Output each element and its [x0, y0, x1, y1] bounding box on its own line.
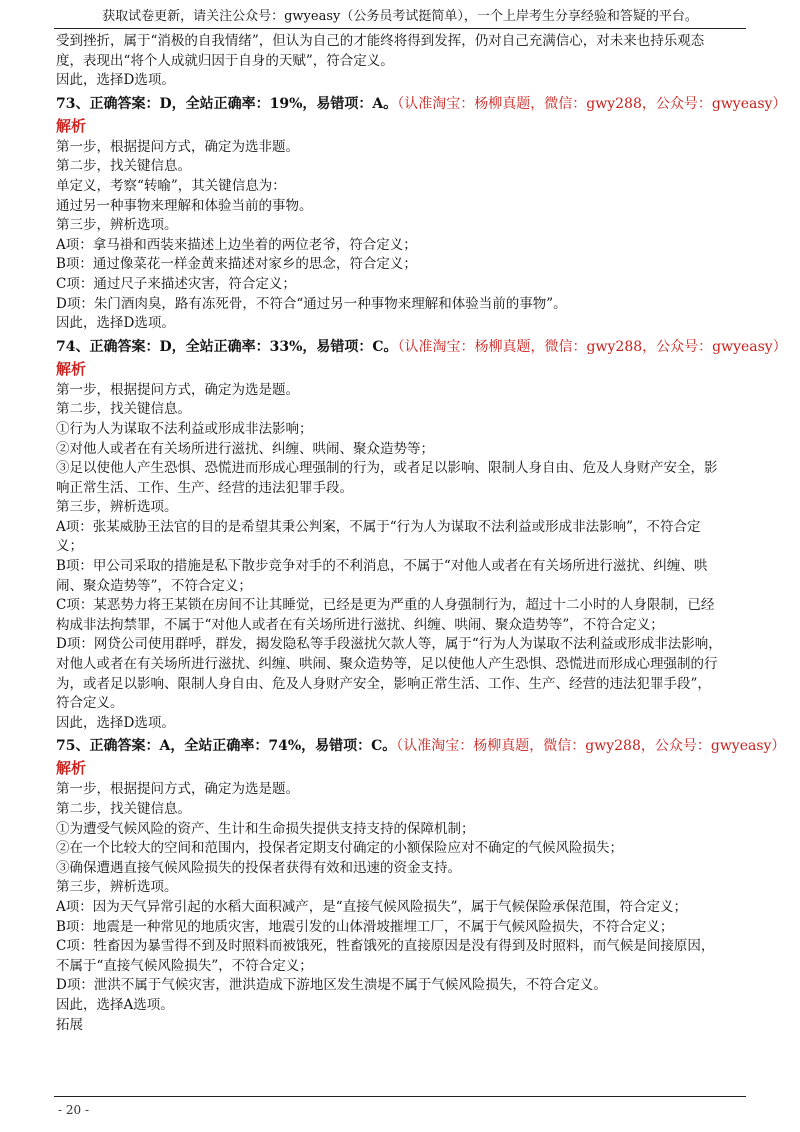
text-line: 对他人或者在有关场所进行滋扰、纠缠、哄闹、聚众造势等，足以使他人产生恐惧、恐慌进而形成心理强制的行 [56, 656, 718, 673]
text-line: B项：地震是一种常见的地质灾害，地震引发的山体滑坡摧埋工厂，不属于气候风险损失，不符合定义； [56, 918, 674, 935]
text-line: D项：网贷公司使用群呼，群发，揭发隐私等手段滋扰欠款人等，属于“行为人为谋取不法利益或形成非法影响， [56, 636, 722, 653]
text-line: A项：张某威胁王法官的目的是希望其秉公判案，不属于“行为人为谋取不法利益或形成非法影响”，不符合定 [56, 518, 701, 535]
text-line: 因此，选择D选项。 [56, 714, 175, 731]
text-line: 第一步，根据提问方式，确定为选非题。 [56, 138, 299, 155]
text-line: 因此，选择A选项。 [56, 996, 174, 1013]
text-line: ③确保遭遇直接气候风险损失的投保者获得有效和迅速的资金支持。 [56, 859, 461, 876]
question-answer-heading [56, 93, 787, 115]
text-line: A项：拿马褂和西装来描述上边坐着的两位老爷，符合定义； [56, 236, 417, 253]
text-line: ③足以使他人产生恐惧、恐慌进而形成心理强制的行为，或者足以影响、限制人身自由、危及人身财产安全，影 [56, 460, 718, 477]
text-line: 第一步，根据提问方式，确定为选是题。 [56, 381, 299, 398]
text-line: D项：朱门酒肉臭，路有冻死骨，不符合“通过另一种事物来理解和体验当前的事物”。 [56, 295, 567, 312]
page-header: 获取试卷更新，请关注公众号：gwyeasy（公务员考试挺简单），一个上岸考生分享经验和答疑的平台。 [54, 6, 746, 29]
answer-summary: 75、正确答案：A，全站正确率：74%，易错项：C。 [56, 738, 397, 755]
text-line: 第一步，根据提问方式，确定为选是题。 [56, 781, 299, 798]
text-line: C项：牲畜因为暴雪得不到及时照料而被饿死，牲畜饿死的直接原因是没有得到及时照料，而气候是间接原因， [56, 938, 715, 955]
text-line: 第二步，找关键信息。 [56, 401, 191, 418]
text-line: ②在一个比较大的空间和范围内，投保者定期支付确定的小额保险应对不确定的气候风险损失； [56, 840, 623, 857]
text-line: 因此，选择D选项。 [56, 315, 175, 332]
text-line: 单定义，考察“转喻”，其关键信息为： [56, 177, 286, 194]
analysis-label: 解析 [56, 359, 87, 378]
text-line: ①为遭受气候风险的资产、生计和生命损失提供支持支持的保障机制； [56, 820, 475, 837]
text-line: ②对他人或者在有关场所进行滋扰、纠缠、哄闹、聚众造势等； [56, 440, 434, 457]
text-line: A项：因为天气异常引起的水稻大面积减产，是“直接气候风险损失”，属于气候保险承保范围，符合定义； [56, 898, 688, 915]
text-line: 第三步，辨析选项。 [56, 217, 178, 234]
text-line: 响正常生活、工作、生产、经营的违法犯罪手段。 [56, 479, 353, 496]
page-number: - 20 - [58, 1103, 90, 1117]
document-body [56, 32, 787, 1035]
text-line: 第三步，辨析选项。 [56, 499, 178, 516]
source-note: （认准淘宝：杨柳真题，微信：gwy288，公众号：gwyeasy） [397, 338, 787, 355]
text-line: 构成非法拘禁罪，不属于“对他人或者在有关场所进行滋扰、纠缠、哄闹、聚众造势等”，不符合定义； [56, 616, 664, 633]
text-line: D项：泄洪不属于气候灾害，泄洪造成下游地区发生溃堤不属于气候风险损失，不符合定义。 [56, 977, 607, 994]
text-line: 义； [56, 538, 83, 555]
text-line: 受到挫折，属于“消极的自我情绪”，但认为自己的才能终将得到发挥，仍对自己充满信心，对未来也持乐观态 [56, 33, 705, 49]
source-note: （认准淘宝：杨柳真题，微信：gwy288，公众号：gwyeasy） [397, 95, 787, 112]
text-line: C项：某恶势力将王某锁在房间不让其睡觉，已经是更为严重的人身强制行为，超过十二小时的人身限制，已经 [56, 597, 715, 614]
text-line: C项：通过尺子来描述灾害，符合定义； [56, 275, 296, 292]
text-line: 不属于“直接气候风险损失”，不符合定义； [56, 957, 313, 974]
text-line: 度，表现出“将个人成就归因于自身的天赋”，符合定义。 [56, 52, 394, 69]
question-answer-heading [56, 735, 786, 757]
text-line: 通过另一种事物来理解和体验当前的事物。 [56, 197, 313, 214]
text-line: 第三步，辨析选项。 [56, 879, 178, 896]
analysis-label: 解析 [56, 759, 87, 778]
analysis-label: 解析 [56, 116, 87, 135]
question-answer-heading [56, 336, 787, 358]
text-line: 拓展 [56, 1016, 83, 1033]
text-line: 符合定义。 [56, 695, 124, 712]
answer-summary: 73、正确答案：D，全站正确率：19%，易错项：A。 [56, 95, 398, 112]
text-line: B项：甲公司采取的措施是私下散步竞争对手的不利消息，不属于“对他人或者在有关场所进行滋扰、纠缠、哄 [56, 558, 708, 575]
text-line: 第二步，找关键信息。 [56, 158, 191, 175]
text-line: ①行为人为谋取不法利益或形成非法影响； [56, 420, 313, 437]
source-note: （认准淘宝：杨柳真题，微信：gwy288，公众号：gwyeasy） [396, 738, 786, 755]
footer-divider [54, 1096, 746, 1097]
text-line: 因此，选择D选项。 [56, 72, 175, 89]
text-line: B项：通过像菜花一样金黄来描述对家乡的思念，符合定义； [56, 256, 417, 273]
text-line: 第二步，找关键信息。 [56, 801, 191, 817]
answer-summary: 74、正确答案：D，全站正确率：33%，易错项：C。 [56, 338, 398, 355]
text-line: 为，或者足以影响、限制人身自由、危及人身财产安全，影响正常生活、工作、生产、经营的违法犯罪手段”， [56, 675, 711, 692]
text-line: 闹、聚众造势等”，不符合定义； [56, 577, 252, 594]
